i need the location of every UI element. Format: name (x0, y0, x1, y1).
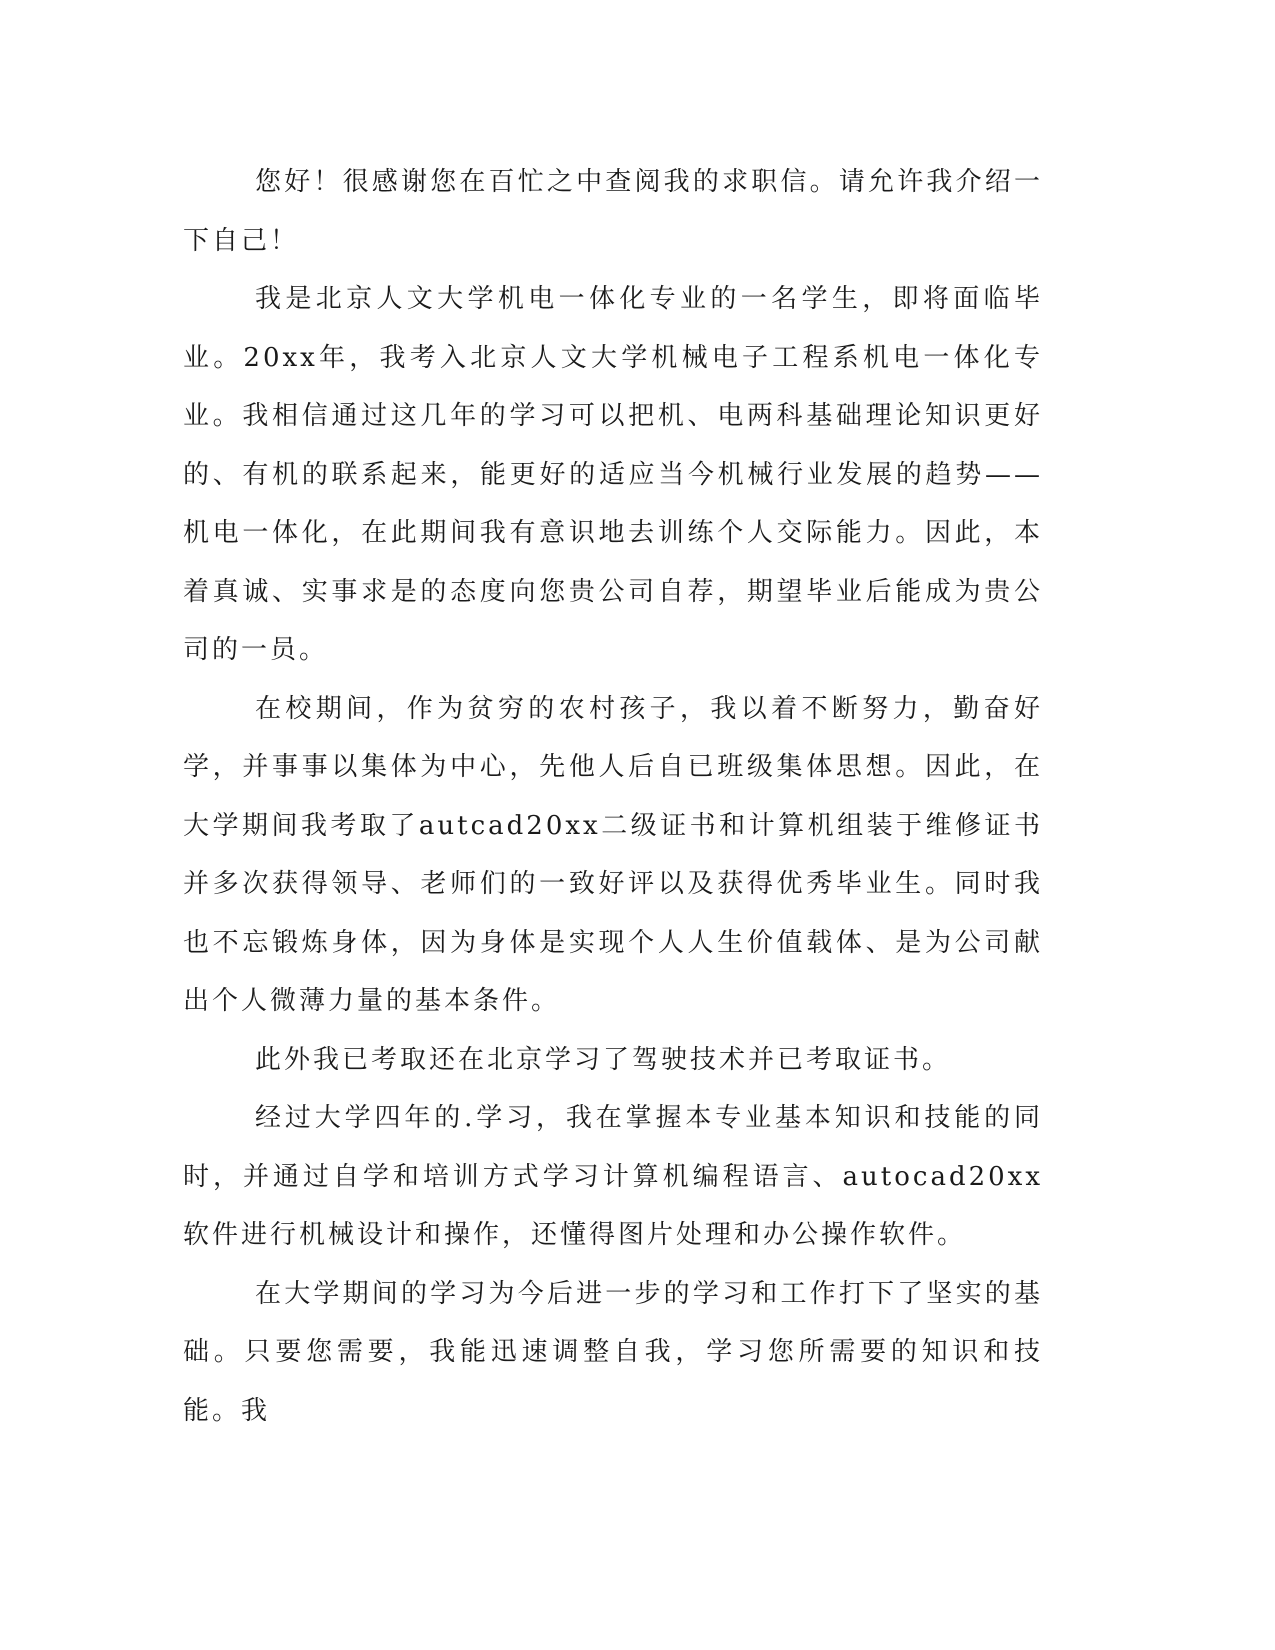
letter-body (183, 153, 1043, 1440)
paragraph-closing: 在大学期间的学习为今后进一步的学习和工作打下了坚实的基础。只要您需要，我能迅速调整自我，学习您所需要的知识和技能。我 (183, 1278, 1043, 1426)
paragraph-school-achievements: 在校期间，作为贫穷的农村孩子，我以着不断努力，勤奋好学，并事事以集体为中心，先他人后自已班级集体思想。因此，在大学期间我考取了autcad20xx二级证书和计算机组装于维修证书并多次获得领导、老师们的一致好评以及获得优秀毕业生。同时我也不忘锻炼身体，因为身体是实现个人人生价值载体、是为公司献出个人微薄力量的基本条件。 (183, 693, 1043, 1016)
paragraph-greeting: 您好！很感谢您在百忙之中查阅我的求职信。请允许我介绍一下自己！ (183, 167, 1043, 256)
paragraph-driving-license: 此外我已考取还在北京学习了驾驶技术并已考取证书。 (255, 1044, 952, 1075)
paragraph-skills: 经过大学四年的.学习，我在掌握本专业基本知识和技能的同时，并通过自学和培训方式学习计算机编程语言、autocad20xx软件进行机械设计和操作，还懂得图片处理和办公操作软件。 (183, 1103, 1043, 1250)
paragraph-introduction: 我是北京人文大学机电一体化专业的一名学生，即将面临毕业。20xx年，我考入北京人文大学机械电子工程系机电一体化专业。我相信通过这几年的学习可以把机、电两科基础理论知识更好的、有机的联系起来，能更好的适应当今机械行业发展的趋势——机电一体化，在此期间我有意识地去训练个人交际能力。因此，本着真诚、实事求是的态度向您贵公司自荐，期望毕业后能成为贵公司的一员。 (183, 284, 1043, 665)
